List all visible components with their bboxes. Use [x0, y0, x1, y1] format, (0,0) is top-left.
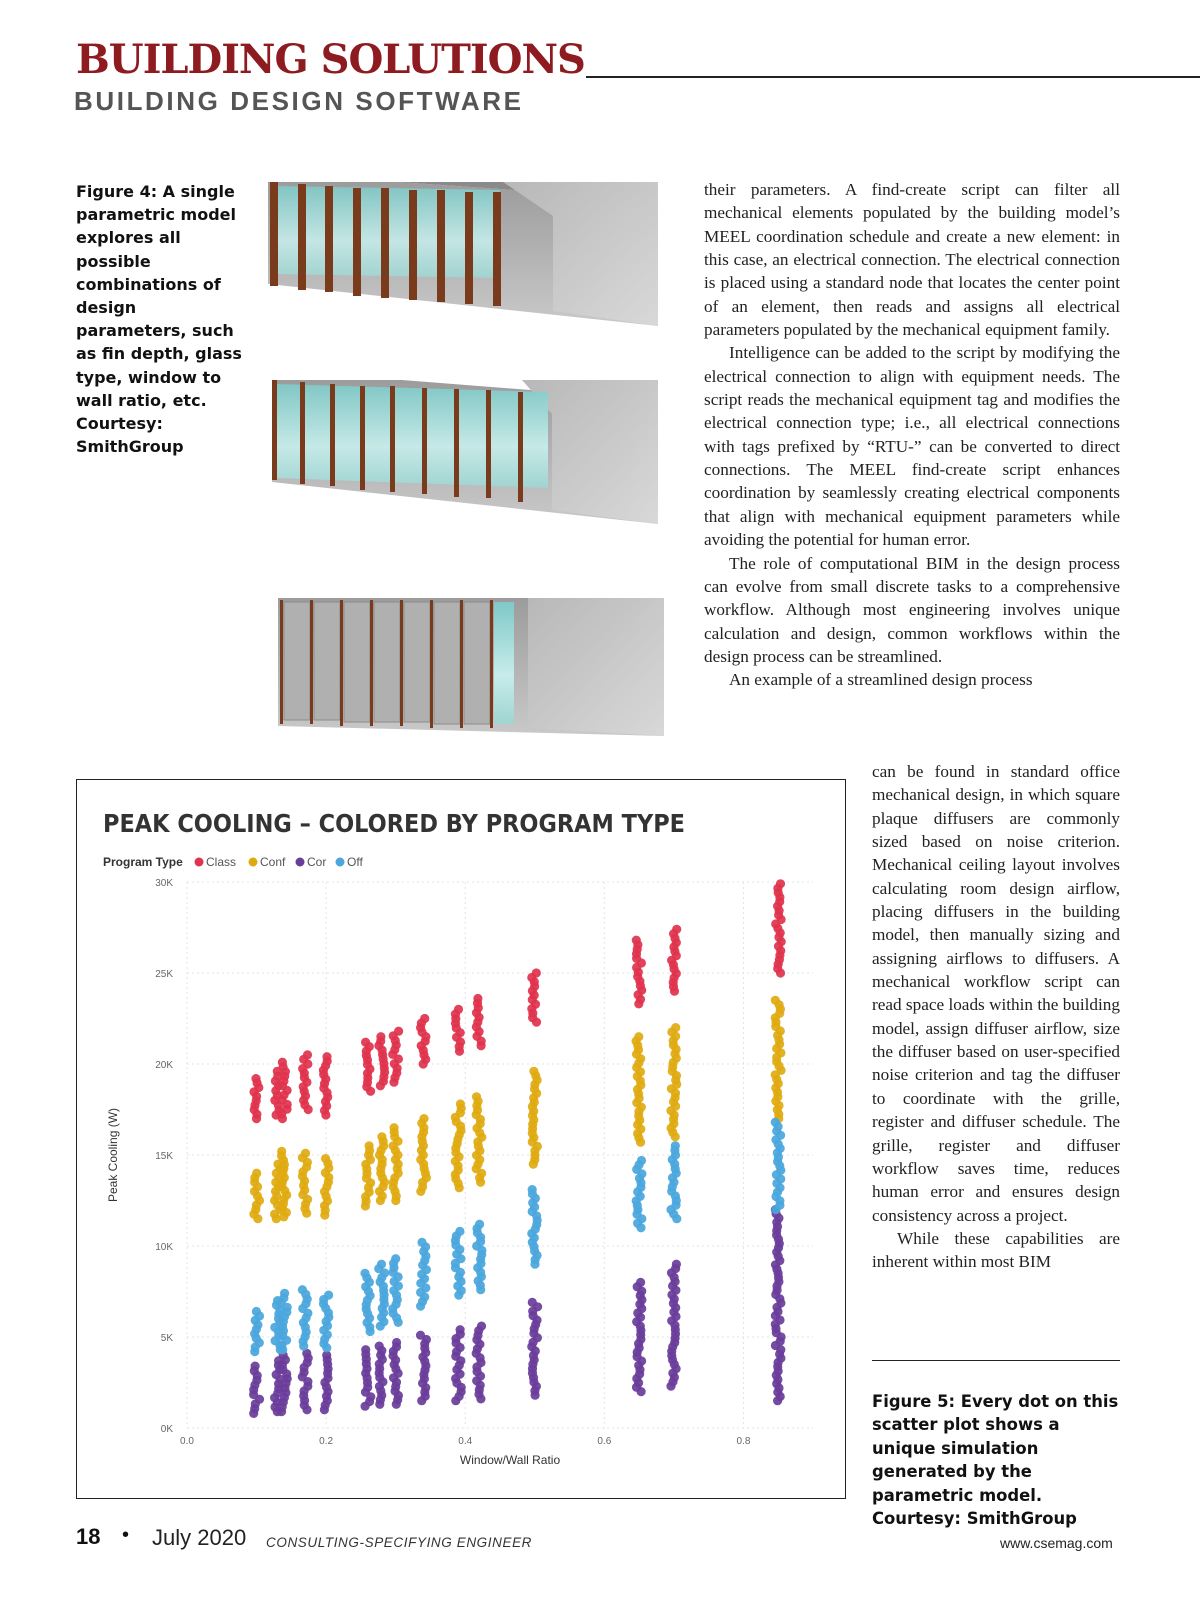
point-conf [529, 1067, 538, 1076]
point-class [420, 1014, 429, 1023]
point-conf [634, 1032, 643, 1041]
model-variant-3 [278, 598, 664, 736]
point-cor [672, 1260, 681, 1269]
chart-legend [103, 855, 363, 869]
point-class [303, 1050, 312, 1059]
point-off [360, 1269, 369, 1278]
y-tick-label: 30K [155, 878, 173, 889]
point-cor [528, 1298, 537, 1307]
point-class [251, 1074, 260, 1083]
point-off [475, 1220, 484, 1229]
point-class [473, 994, 482, 1003]
x-tick-label: 0.0 [180, 1436, 194, 1447]
x-axis-label: Window/Wall Ratio [459, 1453, 561, 1467]
point-conf [301, 1149, 310, 1158]
point-class [672, 925, 681, 934]
point-conf [321, 1154, 330, 1163]
header-rule [586, 76, 1200, 78]
legend-title: Program Type [103, 855, 183, 869]
point-off [324, 1291, 333, 1300]
magazine-name: CONSULTING-SPECIFYING ENGINEER [266, 1535, 533, 1550]
point-conf [771, 996, 780, 1005]
point-off [377, 1260, 386, 1269]
point-off [391, 1254, 400, 1263]
y-tick-label: 5K [160, 1333, 173, 1344]
point-off [252, 1307, 261, 1316]
point-conf [377, 1132, 386, 1141]
point-conf [277, 1147, 286, 1156]
point-off [298, 1285, 307, 1294]
point-conf [419, 1114, 428, 1123]
article-paragraph: Intelligence can be added to the script by modifying the electrical connection to align with equipment needs. The script reads the mechanical equipment tag and modifies the electrical connection type; i.e., all electrical connections with tags prefixed by “RTU-” can be converted to direct connections. The MEEL find-create script enhances coordination by seamlessly creating electrical components that align with mechanical equipment parameters while avoiding the potential for human error. [704, 343, 1120, 550]
y-axis-label: Peak Cooling (W) [106, 1107, 120, 1203]
legend-swatch-conf [249, 858, 258, 867]
x-tick-label: 0.8 [736, 1436, 751, 1447]
magazine-url: www.csemag.com [1000, 1535, 1113, 1551]
point-cor [375, 1342, 384, 1351]
section-title: BUILDING SOLUTIONS [76, 36, 585, 83]
peak-cooling-scatter-chart [77, 780, 846, 1499]
article-paragraph: While these capabilities are inherent within most BIM [872, 1228, 1120, 1272]
y-tick-label: 15K [155, 1151, 173, 1162]
y-tick-label: 10K [155, 1242, 173, 1253]
model-variant-1 [268, 182, 658, 326]
point-cor [361, 1345, 370, 1354]
point-off [417, 1238, 426, 1247]
issue-date: July 2020 [152, 1525, 247, 1550]
legend-label-class: Class [206, 855, 237, 869]
point-conf [365, 1141, 374, 1150]
x-tick-label: 0.6 [597, 1436, 612, 1447]
point-off [280, 1289, 289, 1298]
point-class [394, 1027, 403, 1036]
figure4-caption: Figure 4: A single parametric model explores all possible combinations of design parameters, such as fin depth, glass type, window to wall ratio, etc. Courtesy: SmithGroup [76, 182, 242, 457]
x-tick-label: 0.2 [319, 1436, 334, 1447]
model-variant-2 [272, 380, 658, 524]
point-class [454, 1005, 463, 1014]
point-conf [472, 1092, 481, 1101]
y-tick-label: 25K [155, 969, 173, 980]
point-off [671, 1141, 680, 1150]
point-conf [252, 1169, 261, 1178]
point-off [637, 1156, 646, 1165]
article-paragraph: An example of a streamlined design process [729, 670, 1033, 690]
point-off [455, 1227, 464, 1236]
point-class [776, 879, 785, 888]
article-right-column [704, 178, 1120, 692]
point-class [632, 936, 641, 945]
point-cor [416, 1331, 425, 1340]
article-narrow-column [872, 760, 1120, 1274]
section-subtitle: BUILDING DESIGN SOFTWARE [74, 86, 524, 116]
legend-label-conf: Conf [260, 855, 286, 869]
article-paragraph: their parameters. A find-create script can filter all mechanical elements populated by the building model’s MEEL coordination schedule and create a new element: in this case, an electrical connection. The electrical connection is placed using a standard node that locates the center point of an element, then reads and assigns all electrical parameters populated by the mechanical equipment family. [704, 180, 1120, 340]
figure5-chart-frame [76, 779, 846, 1499]
point-class [278, 1058, 287, 1067]
page-number: 18 [76, 1524, 101, 1549]
footer-bullet: • [122, 1524, 130, 1546]
y-tick-label: 20K [155, 1060, 173, 1071]
figure5-caption: Figure 5: Every dot on this scatter plot shows a unique simulation generated by the parametric model. Courtesy: SmithGroup [872, 1392, 1119, 1529]
y-tick-label: 0K [160, 1424, 173, 1435]
point-conf [390, 1123, 399, 1132]
point-cor [251, 1362, 260, 1371]
caption-rule [872, 1360, 1120, 1361]
figure4-parametric-model-illustration [268, 176, 684, 764]
point-cor [456, 1325, 465, 1334]
point-conf [456, 1099, 465, 1108]
point-conf [671, 1023, 680, 1032]
legend-label-off: Off [347, 855, 363, 869]
x-tick-label: 0.4 [458, 1436, 473, 1447]
article-paragraph: can be found in standard office mechanical design, in which square plaque diffusers are commonly sized based on noise criterion. Mechanical ceiling layout involves calculating room design airflow, placing diffusers in the building model, then manually sizing and assigning airflows to diffusers. A mechanical workflow script can read space loads within the building model, assign diffuser airflow, size the diffuser based on user-specified noise criterion and tag the diffuser to coordinate with the grille, register and diffuser schedule. The grille, register and diffuser workflow saves time, reduces human error and ensures design consistency across a project. [872, 762, 1120, 1225]
legend-swatch-class [195, 858, 204, 867]
point-class [376, 1032, 385, 1041]
legend-swatch-off [336, 858, 345, 867]
point-off [771, 1118, 780, 1127]
point-cor [477, 1322, 486, 1331]
point-cor [636, 1278, 645, 1287]
point-cor [392, 1338, 401, 1347]
legend-swatch-cor [296, 858, 305, 867]
article-paragraph: The role of computational BIM in the design process can evolve from small discrete tasks to a comprehensive workflow. Although most engineering involves unique calculation and design, common workflows within the design process can be streamlined. [704, 553, 1120, 666]
point-off [528, 1185, 537, 1194]
point-class [532, 968, 541, 977]
chart-title: PEAK COOLING – COLORED BY PROGRAM TYPE [103, 809, 685, 838]
legend-label-cor: Cor [307, 855, 327, 869]
point-class [361, 1038, 370, 1047]
point-class [322, 1052, 331, 1061]
